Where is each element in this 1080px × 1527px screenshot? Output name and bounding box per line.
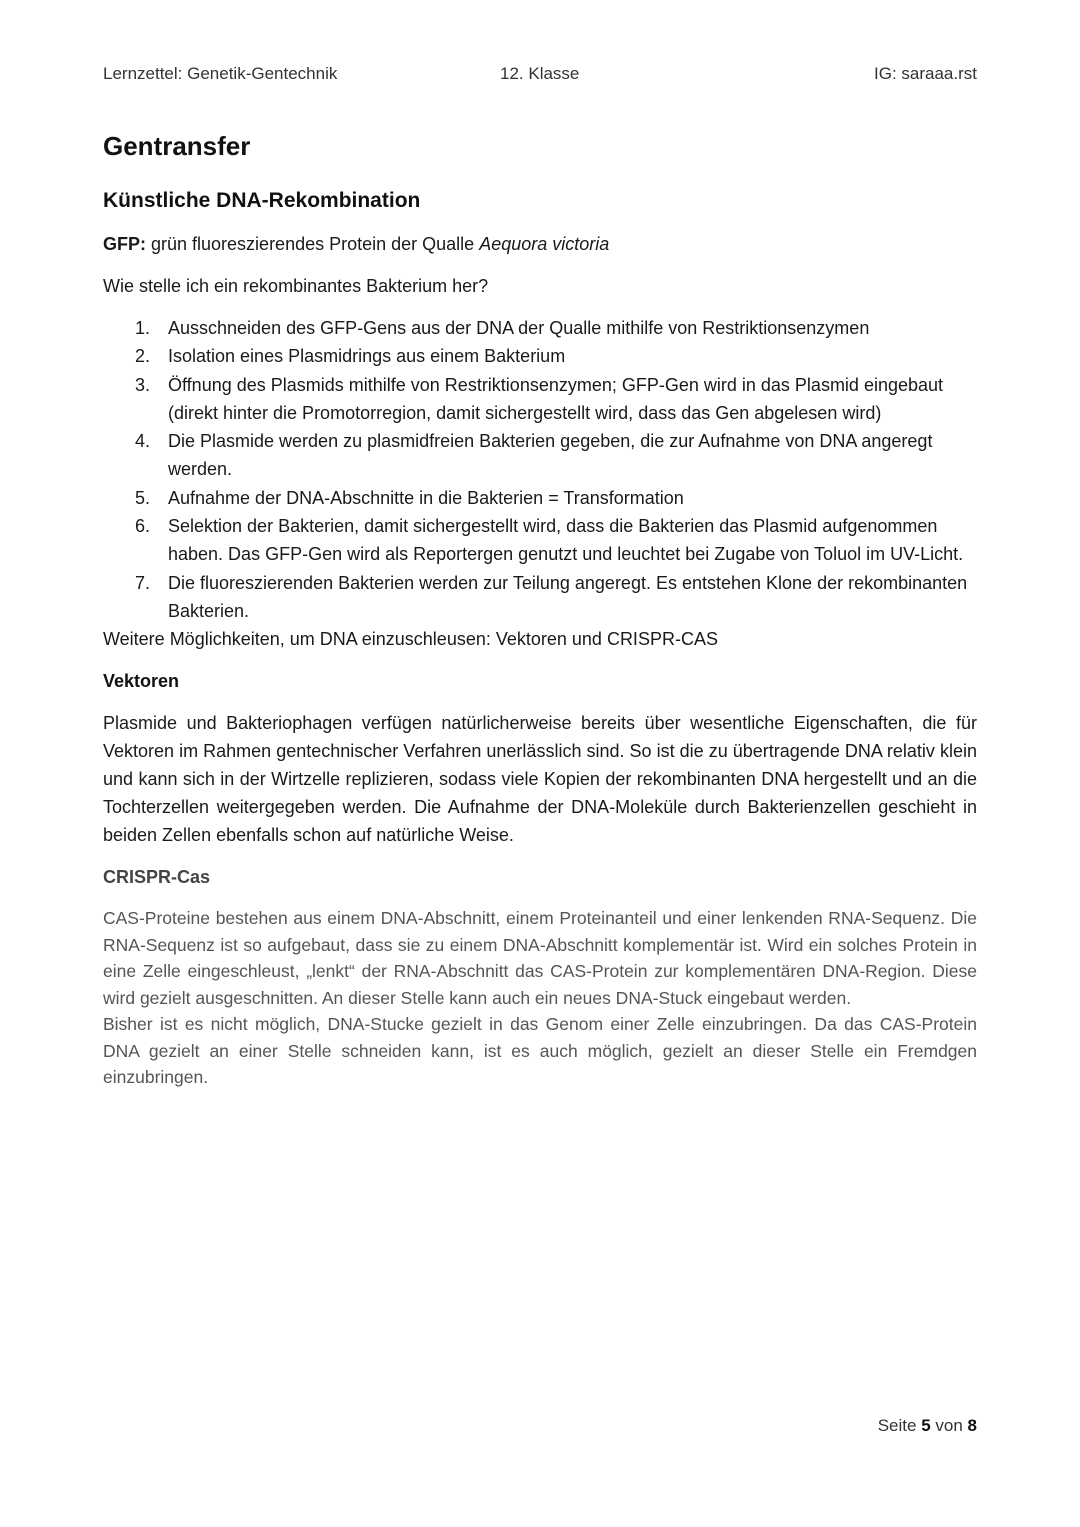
- list-item-number: 5.: [135, 487, 151, 508]
- list-item-number: 7.: [135, 572, 151, 593]
- list-item: [103, 512, 977, 569]
- list-item-number: 6.: [135, 516, 151, 537]
- document-body: [103, 128, 977, 1091]
- crispr-heading: CRISPR-Cas: [103, 867, 211, 888]
- page-number-middle: von: [930, 1416, 968, 1435]
- crispr-paragraph-2: Bisher ist es nicht möglich, DNA-Stucke gezielt in das Genom einer Zelle einzubringen. Da das CAS-Protein DNA gezielt an einer Stelle schneiden kann, ist es auch möglich, gezielt an dieser Stelle ein Fremdgen einzubringen.: [103, 1014, 977, 1088]
- page-number: [878, 1416, 977, 1436]
- list-item-text: Isolation eines Plasmidrings aus einem Bakterium: [168, 346, 566, 367]
- page-number-total: 8: [967, 1416, 977, 1435]
- further-options-text: Weitere Möglichkeiten, um DNA einzuschleusen: Vektoren und CRISPR-CAS: [103, 629, 718, 650]
- list-item-number: 4.: [135, 431, 151, 452]
- list-item: [103, 484, 977, 512]
- list-item-number: 2.: [135, 346, 151, 367]
- vektoren-heading: Vektoren: [103, 671, 180, 692]
- list-item: [103, 371, 977, 428]
- list-item-text: Öffnung des Plasmids mithilfe von Restriktionsenzymen; GFP-Gen wird in das Plasmid eingebaut (direkt hinter die Promotorregion, damit sichergestellt wird, dass das Gen abgelesen wird): [168, 374, 944, 423]
- question-text: Wie stelle ich ein rekombinantes Bakterium her?: [103, 276, 489, 296]
- vektoren-paragraph: Plasmide und Bakteriophagen verfügen natürlicherweise bereits über wesentliche Eigenschaften, die für Vektoren im Rahmen gentechnischer Verfahren unerlässlich sind. So ist die zu übertragende DNA relativ klein und kann sich in der Wirtzelle replizieren, sodass viele Kopien der rekombinanten DNA hergestellt und an die Tochterzellen weitergegeben werden. Die Aufnahme der DNA-Moleküle durch Bakterienzellen geschieht in beiden Zellen ebenfalls schon auf natürliche Weise.: [103, 713, 977, 846]
- gfp-species: Aequora victoria: [479, 234, 610, 254]
- list-item: [103, 427, 977, 484]
- list-item-text: Ausschneiden des GFP-Gens aus der DNA der Qualle mithilfe von Restriktionsenzymen: [168, 318, 870, 338]
- section-heading: Künstliche DNA-Rekombination: [103, 189, 421, 212]
- list-item-text: Die Plasmide werden zu plasmidfreien Bakterien gegeben, die zur Aufnahme von DNA angeregt werden.: [168, 431, 933, 480]
- gfp-label: GFP:: [103, 234, 146, 254]
- page-number-current: 5: [921, 1416, 931, 1435]
- header-course-title: Lernzettel: Genetik-Gentechnik: [103, 64, 338, 83]
- list-item-text: Die fluoreszierenden Bakterien werden zur Teilung angeregt. Es entstehen Klone der rekombinanten Bakterien.: [168, 572, 968, 621]
- header-grade: 12. Klasse: [500, 64, 580, 83]
- list-item-number: 1.: [135, 318, 151, 338]
- list-item: [103, 342, 977, 370]
- list-item-number: 3.: [135, 374, 151, 395]
- page-number-prefix: Seite: [877, 1416, 922, 1435]
- header-author: IG: saraaa.rst: [874, 64, 977, 83]
- page-header: [103, 64, 977, 90]
- crispr-paragraph-1: CAS-Proteine bestehen aus einem DNA-Abschnitt, einem Proteinanteil und einer lenkenden RNA-Sequenz. Die RNA-Sequenz ist so aufgebaut, dass sie zu einem DNA-Abschnitt komplementär ist. Wird ein solches Protein in eine Zelle eingeschleust, „lenkt“ der RNA-Abschnitt das CAS-Protein zur komplementären DNA-Region. Diese wird gezielt ausgeschnitten. An dieser Stelle kann auch ein neues DNA-Stuck eingebaut werden.: [103, 908, 977, 1008]
- list-item: [103, 314, 977, 342]
- list-item-text: Selektion der Bakterien, damit sichergestellt wird, dass die Bakterien das Plasmid aufgenommen haben. Das GFP-Gen wird als Reportergen genutzt und leuchtet bei Zugabe von Toluol im UV-Licht.: [168, 516, 964, 565]
- steps-list: [103, 314, 977, 625]
- gfp-text: grün fluoreszierendes Protein der Qualle: [146, 234, 480, 254]
- page-title: Gentransfer: [103, 131, 251, 161]
- gfp-definition: [103, 230, 977, 258]
- list-item: [103, 569, 977, 626]
- list-item-text: Aufnahme der DNA-Abschnitte in die Bakterien = Transformation: [168, 487, 684, 508]
